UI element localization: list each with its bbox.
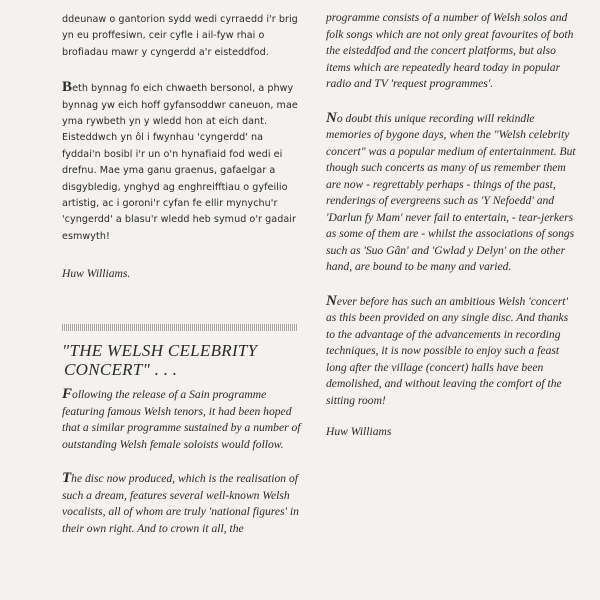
welsh-paragraph-2 [62,79,302,245]
welsh-column [62,0,302,280]
english-paragraph-4 [326,110,576,276]
english-paragraph-1-dropcap: F [62,386,73,402]
english-right-column [326,0,576,438]
english-paragraph-5-text: ever before has such an ambitious Welsh 'concert' as this been provided on any single disc. And thanks to the advantage of the advancements in recording techniques, it is now possible to enjoy such a feast long after the village (concert) halls have been demolished, and without leaving the comfort of the sitting room! [326,294,569,407]
english-signature: Huw Williams [326,425,392,438]
english-paragraph-1-text: ollowing the release of a Sain programme featuring famous Welsh tenors, it had been hoped that a similar programme sustained by a number of outstanding Welsh female soloists would follow. [62,388,301,451]
welsh-paragraph-2-dropcap: B [62,79,73,96]
english-paragraph-5-dropcap: N [326,292,337,309]
english-paragraph-3: programme consists of a number of Welsh solos and folk songs which are not only great favourites of both the eisteddfod and the concert platforms, but also items which are repeatedly heard today in popular radio and TV 'request programmes'. [326,11,574,90]
welsh-signature: Huw Williams. [62,267,131,281]
english-paragraph-4-text: o doubt this unique recording will rekindle memories of bygone days, when the "Welsh celebrity concert" was a popular medium of entertainment. But though such concerts as many of us remember them are now - regrettably perhaps - things of the past, renderings of evergreens such as 'Y Nefoedd' and 'Darlun fy Mam' never fail to entertain, - tear-jerkers as some of them are - whilst the associations of songs such as 'Suo Gân' and 'Gwlad y Delyn' on the other hand, are bound to be many and varied. [326,111,576,273]
welsh-paragraph-1: ddeunaw o gantorion sydd wedi cyrraedd i'r brig yn eu proffesiwn, ceir cyfle i ail-fyw rhai o brofiadau mawr y cyngerdd a'r eisteddfod. [62,14,298,58]
english-paragraph-2 [62,470,302,537]
english-paragraph-2-dropcap: T [62,470,72,486]
english-paragraph-5 [326,293,576,410]
english-heading-line-2: CONCERT" . . . [64,360,178,379]
welsh-paragraph-2-text: eth bynnag fo eich chwaeth bersonol, a phwy bynnag yw eich hoff gyfansoddwr caneuon, mae yma rywbeth yn y wledd hon at eich dant. Eisteddwch yn ôl i fwynhau 'cyngerdd' na fyddai'n bosibl i'r un o'n hynafiaid fod wedi ei drefnu. Mae yma ganu graenus, gafaelgar a disgybledig, ynghyd ag enghreifftiau o gyfeilio artistig, ac i goroni'r cyfan fe ellir mynychu'r 'cyngerdd' a blasu'r wledd heb symud o'r gadair esmwyth! [62,83,298,242]
english-paragraph-4-dropcap: N [326,109,337,126]
english-paragraph-2-text: he disc now produced, which is the realisation of such a dream, features several well-known Welsh vocalists, all of whom are truly 'national figures' in their own right. And to crown it all, the [62,472,299,535]
english-heading-line-1: "THE WELSH CELEBRITY [62,341,258,360]
english-left-column [62,386,302,537]
english-heading [62,341,302,379]
section-divider [62,324,298,331]
english-paragraph-1 [62,386,302,453]
